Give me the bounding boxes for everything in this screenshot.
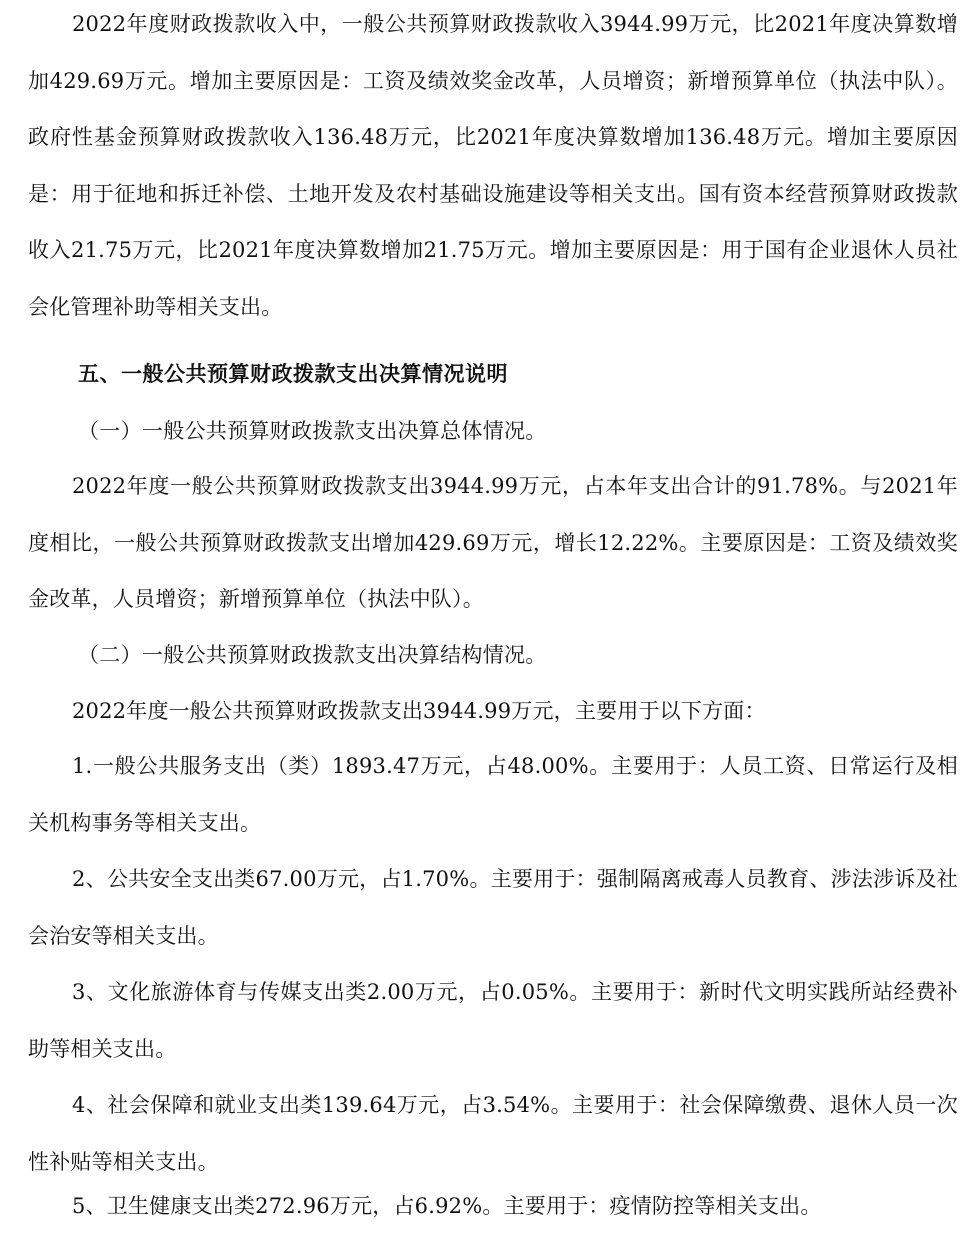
paragraph-expenditure-structure: 2022年度一般公共预算财政拨款支出3944.99万元，主要用于以下方面： [72, 699, 766, 723]
list-item-public-security: 2、公共安全支出类67.00万元，占1.70%。主要用于：强制隔离戒毒人员教育、涉法涉诉及社会治安等相关支出。 [28, 867, 958, 948]
subheading-overall: （一）一般公共预算财政拨款支出决算总体情况。 [78, 419, 547, 443]
section-heading-five: 五、一般公共预算财政拨款支出决算情况说明 [78, 362, 508, 386]
list-item-social-security: 4、社会保障和就业支出类139.64万元，占3.54%。主要用于：社会保障缴费、退休人员一次性补贴等相关支出。 [28, 1093, 958, 1174]
list-item-health: 5、卫生健康支出类272.96万元，占6.92%。主要用于：疫情防控等相关支出。 [72, 1194, 822, 1218]
list-item-general-public-services: 1.一般公共服务支出（类）1893.47万元，占48.00%。主要用于：人员工资、日常运行及相关机构事务等相关支出。 [28, 754, 958, 835]
list-item-culture-tourism: 3、文化旅游体育与传媒支出类2.00万元，占0.05%。主要用于：新时代文明实践所站经费补助等相关支出。 [28, 980, 958, 1061]
paragraph-income-summary: 2022年度财政拨款收入中，一般公共预算财政拨款收入3944.99万元，比2021年度决算数增加429.69万元。增加主要原因是：工资及绩效奖金改革，人员增资；新增预算单位（执法中队）。政府性基金预算财政拨款收入136.48万元，比2021年度决算数增加136.48万元。增加主要原因是：用于征地和拆迁补偿、土地开发及农村基础设施建设等相关支出。国有资本经营预算财政拨款收入21.75万元，比2021年度决算数增加21.75万元。增加主要原因是：用于国有企业退休人员社会化管理补助等相关支出。 [28, 12, 958, 319]
subheading-structure: （二）一般公共预算财政拨款支出决算结构情况。 [78, 643, 547, 667]
paragraph-expenditure-overall: 2022年度一般公共预算财政拨款支出3944.99万元，占本年支出合计的91.78%。与2021年度相比，一般公共预算财政拨款支出增加429.69万元，增长12.22%。主要原因是：工资及绩效奖金改革，人员增资；新增预算单位（执法中队）。 [28, 474, 958, 611]
